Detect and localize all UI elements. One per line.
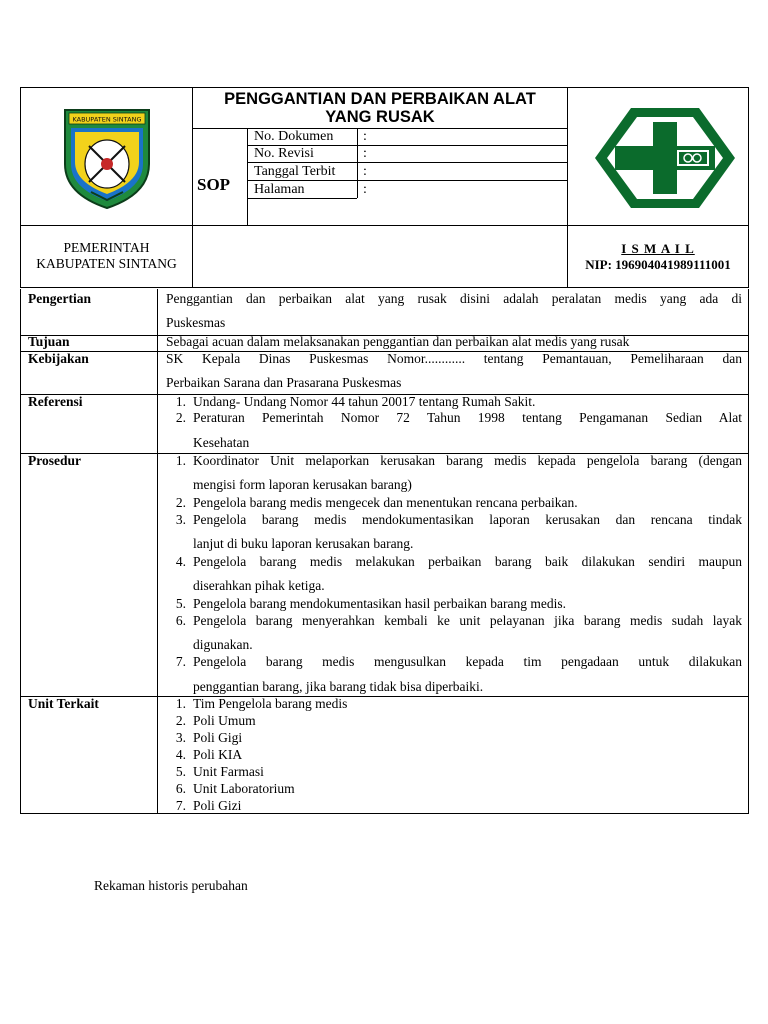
meta-value: : <box>363 146 367 161</box>
sop-body-table <box>20 289 749 814</box>
revision-history-note: Rekaman historis perubahan <box>94 878 248 893</box>
prosedur-text: Koordinator Unit melaporkan kerusakan barang medis kepada pengelola barang (dengan <box>193 453 742 468</box>
sop-title-line2: YANG RUSAK <box>325 108 435 126</box>
referensi-number: 1. <box>175 394 186 409</box>
sop-title-line1: PENGGANTIAN DAN PERBAIKAN ALAT <box>224 90 536 108</box>
sop-label: SOP <box>197 175 231 194</box>
sop-header <box>20 87 749 226</box>
referensi-text: Undang- Undang Nomor 44 tahun 20017 tentang Rumah Sakit. <box>193 394 536 409</box>
unit-text: Poli Gizi <box>193 798 242 813</box>
meta-label: Halaman <box>254 182 305 197</box>
meta-row-halaman <box>247 181 567 199</box>
unit-text: Poli KIA <box>193 747 243 762</box>
meta-value: : <box>363 164 367 179</box>
meta-row-tanggal-terbit <box>247 163 567 181</box>
government-line1: PEMERINTAH <box>63 240 150 255</box>
unit-text: Poli Gigi <box>193 730 243 745</box>
prosedur-text: Pengelola barang menyerahkan kembali ke unit pelayanan jika barang medis sudah layak <box>193 613 742 628</box>
sop-title <box>193 90 567 126</box>
signer-block <box>569 241 747 273</box>
unit-number: 6. <box>175 781 186 796</box>
label-pengertian: Pengertian <box>28 291 91 306</box>
prosedur-text-cont: penggantian barang, jika barang tidak bisa diperbaiki. <box>193 679 484 694</box>
referensi-number: 2. <box>175 410 186 425</box>
prosedur-text: Pengelola barang medis melakukan perbaikan barang baik dilakukan sendiri maupun <box>193 554 742 569</box>
unit-number: 5. <box>175 764 186 779</box>
unit-text: Unit Farmasi <box>193 764 264 779</box>
label-prosedur: Prosedur <box>28 453 81 468</box>
meta-label: No. Dokumen <box>254 129 334 144</box>
meta-label: No. Revisi <box>254 146 314 161</box>
prosedur-text-cont: digunakan. <box>193 637 253 652</box>
prosedur-number: 6. <box>175 613 186 628</box>
unit-number: 1. <box>175 696 186 711</box>
prosedur-text: Pengelola barang mendokumentasikan hasil perbaikan barang medis. <box>193 596 567 611</box>
authority-row <box>20 226 749 288</box>
label-kebijakan: Kebijakan <box>28 351 89 366</box>
meta-row-no-dokumen <box>247 128 567 146</box>
prosedur-number: 5. <box>175 596 186 611</box>
tujuan-text: Sebagai acuan dalam melaksanakan penggantian dan perbaikan alat medis yang rusak <box>166 334 630 349</box>
kebijakan-line1: SK Kepala Dinas Puskesmas Nomor............ tentang Pemantauan, Pemeliharaan dan <box>166 351 742 366</box>
regency-logo-banner: KABUPATEN SINTANG <box>72 115 142 124</box>
prosedur-number: 4. <box>175 554 186 569</box>
prosedur-number: 7. <box>175 654 186 669</box>
kebijakan-line2: Perbaikan Sarana dan Prasarana Puskesmas <box>166 375 402 390</box>
government-name <box>21 240 192 272</box>
signer-name: I S M A I L <box>621 241 695 256</box>
referensi-text: Peraturan Pemerintah Nomor 72 Tahun 1998 tentang Pengamanan Sedian Alat <box>193 410 742 425</box>
label-tujuan: Tujuan <box>28 334 70 349</box>
unit-text: Unit Laboratorium <box>193 781 295 796</box>
regency-logo <box>61 106 153 210</box>
meta-value: : <box>363 129 367 144</box>
prosedur-text: Pengelola barang medis mengusulkan kepada tim pengadaan untuk dilakukan <box>193 654 742 669</box>
prosedur-number: 1. <box>175 453 186 468</box>
prosedur-number: 2. <box>175 495 186 510</box>
prosedur-text: Pengelola barang medis mendokumentasikan laporan kerusakan dan rencana tindak <box>193 512 742 527</box>
meta-row-no-revisi <box>247 145 567 163</box>
unit-text: Poli Umum <box>193 713 256 728</box>
unit-number: 2. <box>175 713 186 728</box>
pengertian-line1: Penggantian dan perbaikan alat yang rusak disini adalah peralatan medis yang ada di <box>166 291 742 306</box>
puskesmas-logo <box>591 104 739 212</box>
label-referensi: Referensi <box>28 394 83 409</box>
unit-number: 4. <box>175 747 186 762</box>
referensi-text-cont: Kesehatan <box>193 435 250 450</box>
government-line2: KABUPATEN SINTANG <box>36 256 177 271</box>
unit-number: 7. <box>175 798 186 813</box>
prosedur-number: 3. <box>175 512 186 527</box>
label-unit-terkait: Unit Terkait <box>28 696 99 711</box>
meta-label: Tanggal Terbit <box>254 164 336 179</box>
unit-number: 3. <box>175 730 186 745</box>
meta-value: : <box>363 182 367 197</box>
prosedur-text-cont: mengisi form laporan kerusakan barang) <box>193 477 412 492</box>
unit-text: Tim Pengelola barang medis <box>193 696 348 711</box>
pengertian-line2: Puskesmas <box>166 315 226 330</box>
prosedur-text: Pengelola barang medis mengecek dan menentukan rencana perbaikan. <box>193 495 578 510</box>
prosedur-text-cont: diserahkan pihak ketiga. <box>193 578 325 593</box>
prosedur-text-cont: lanjut di buku laporan kerusakan barang. <box>193 536 414 551</box>
signer-nip: NIP: 196904041989111001 <box>585 257 731 272</box>
